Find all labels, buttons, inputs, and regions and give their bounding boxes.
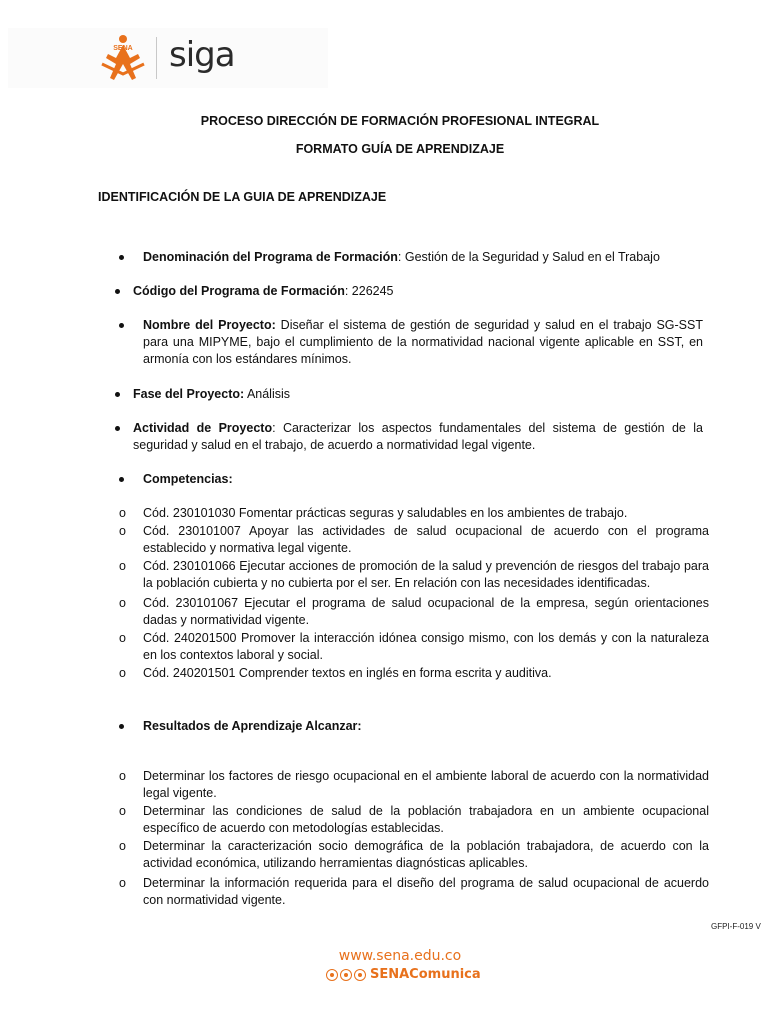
logo xyxy=(96,34,235,82)
competencia-item xyxy=(119,558,709,592)
resultado-item xyxy=(119,838,709,872)
social-icon xyxy=(354,969,366,981)
sub-bullet-marker: o xyxy=(119,804,126,818)
bullet-icon xyxy=(115,392,120,397)
bullet-icon xyxy=(119,477,124,482)
competencia-text: Cód. 230101030 Fomentar prácticas seguras y saludables en los ambientes de trabajo. xyxy=(143,506,628,520)
sena-logo-icon xyxy=(96,34,150,82)
bullet-icon xyxy=(115,289,120,294)
website-link[interactable]: www.sena.edu.co xyxy=(338,948,462,964)
bullet-icon xyxy=(119,255,124,260)
competencia-item xyxy=(119,505,709,522)
sub-bullet-marker: o xyxy=(119,839,126,853)
competencia-item xyxy=(119,665,709,682)
sub-bullet-marker: o xyxy=(119,506,126,520)
siga-logo-text: siga xyxy=(169,35,235,75)
competencia-text: Cód. 240201500 Promover la interacción idónea consigo mismo, con los demás y con la naturaleza en los contextos laboral y social. xyxy=(143,631,709,662)
sub-bullet-marker: o xyxy=(119,559,126,573)
sena-logo-text: SENA xyxy=(113,45,133,52)
list-item-proyecto xyxy=(119,317,703,368)
list-item-fase xyxy=(115,386,715,403)
programa-value: : Gestión de la Seguridad y Salud en el Trabajo xyxy=(397,250,660,264)
resultados-label: Resultados de Aprendizaje Alcanzar: xyxy=(143,719,362,733)
competencia-text: Cód. 230101067 Ejecutar el programa de salud ocupacional de la empresa, según orientaciones dadas y normatividad vigente. xyxy=(143,596,709,627)
list-item-programa xyxy=(119,249,719,266)
document-code: GFPI-F-019 V xyxy=(711,922,761,931)
competencia-text: Cód. 230101066 Ejecutar acciones de promoción de la salud y prevención de riesgos del trabajo para la población cubierta y no cubierta por el ser. En relación con las necesidades identificadas. xyxy=(143,559,709,590)
bullet-icon xyxy=(115,426,120,431)
codigo-label: Código del Programa de Formación xyxy=(133,284,345,298)
sub-bullet-marker: o xyxy=(119,631,126,645)
bullet-icon xyxy=(119,323,124,328)
bullet-icon xyxy=(119,724,124,729)
section-heading: IDENTIFICACIÓN DE LA GUIA DE APRENDIZAJE xyxy=(98,190,387,204)
sub-bullet-marker: o xyxy=(119,666,126,680)
competencia-text: Cód. 240201501 Comprender textos en inglés en forma escrita y auditiva. xyxy=(143,666,552,680)
sub-bullet-marker: o xyxy=(119,524,126,538)
list-item-codigo xyxy=(115,283,715,300)
list-item-actividad xyxy=(115,420,703,454)
competencia-item xyxy=(119,523,709,557)
competencia-item xyxy=(119,630,709,664)
title-line-1: PROCESO DIRECCIÓN DE FORMACIÓN PROFESIONAL INTEGRAL xyxy=(200,114,600,128)
resultado-item xyxy=(119,768,709,802)
resultado-item xyxy=(119,875,709,909)
resultado-item xyxy=(119,803,709,837)
resultado-text: Determinar los factores de riesgo ocupacional en el ambiente laboral de acuerdo con la normatividad legal vigente. xyxy=(143,769,709,800)
resultado-text: Determinar la información requerida para el diseño del programa de salud ocupacional de acuerdo con normatividad vigente. xyxy=(143,876,709,907)
social-handle[interactable] xyxy=(326,967,481,982)
social-icon xyxy=(326,969,338,981)
competencia-text: Cód. 230101007 Apoyar las actividades de salud ocupacional de acuerdo con el programa establecido y normativa legal vigente. xyxy=(143,524,709,555)
logo-divider xyxy=(156,37,157,79)
actividad-label: Actividad de Proyecto xyxy=(133,421,273,435)
codigo-value: : 226245 xyxy=(344,284,394,298)
social-icon xyxy=(340,969,352,981)
actividad-value: : Caracterizar los aspectos fundamentales del sistema de gestión de la seguridad y salud en el trabajo, de acuerdo a normatividad legal vigente. xyxy=(133,421,703,452)
competencias-label: Competencias: xyxy=(143,472,233,486)
document-title xyxy=(0,113,768,169)
list-item-competencias xyxy=(119,471,719,488)
resultado-text: Determinar las condiciones de salud de la población trabajadora en un ambiente ocupacional específico de acuerdo con metodologías establecidas. xyxy=(143,804,709,835)
fase-label: Fase del Proyecto: xyxy=(133,387,245,401)
social-handle-text: SENAComunica xyxy=(370,967,481,982)
resultado-text: Determinar la caracterización socio demográfica de la población trabajadora, de acuerdo con la actividad económica, utilizando herramientas diagnósticas aplicables. xyxy=(143,839,709,870)
title-line-2: FORMATO GUÍA DE APRENDIZAJE xyxy=(295,142,505,156)
proyecto-label: Nombre del Proyecto: xyxy=(143,318,276,332)
sub-bullet-marker: o xyxy=(119,876,126,890)
sub-bullet-marker: o xyxy=(119,596,126,610)
list-item-resultados xyxy=(119,718,719,735)
programa-label: Denominación del Programa de Formación xyxy=(143,250,398,264)
fase-value: Análisis xyxy=(244,387,291,401)
proyecto-value: Diseñar el sistema de gestión de seguridad y salud en el trabajo SG-SST para una MIPYME, bajo el cumplimiento de la normatividad nacional vigente aplicable en SST, en armonía con los estándares mínimos. xyxy=(143,318,703,366)
sub-bullet-marker: o xyxy=(119,769,126,783)
competencia-item xyxy=(119,595,709,629)
